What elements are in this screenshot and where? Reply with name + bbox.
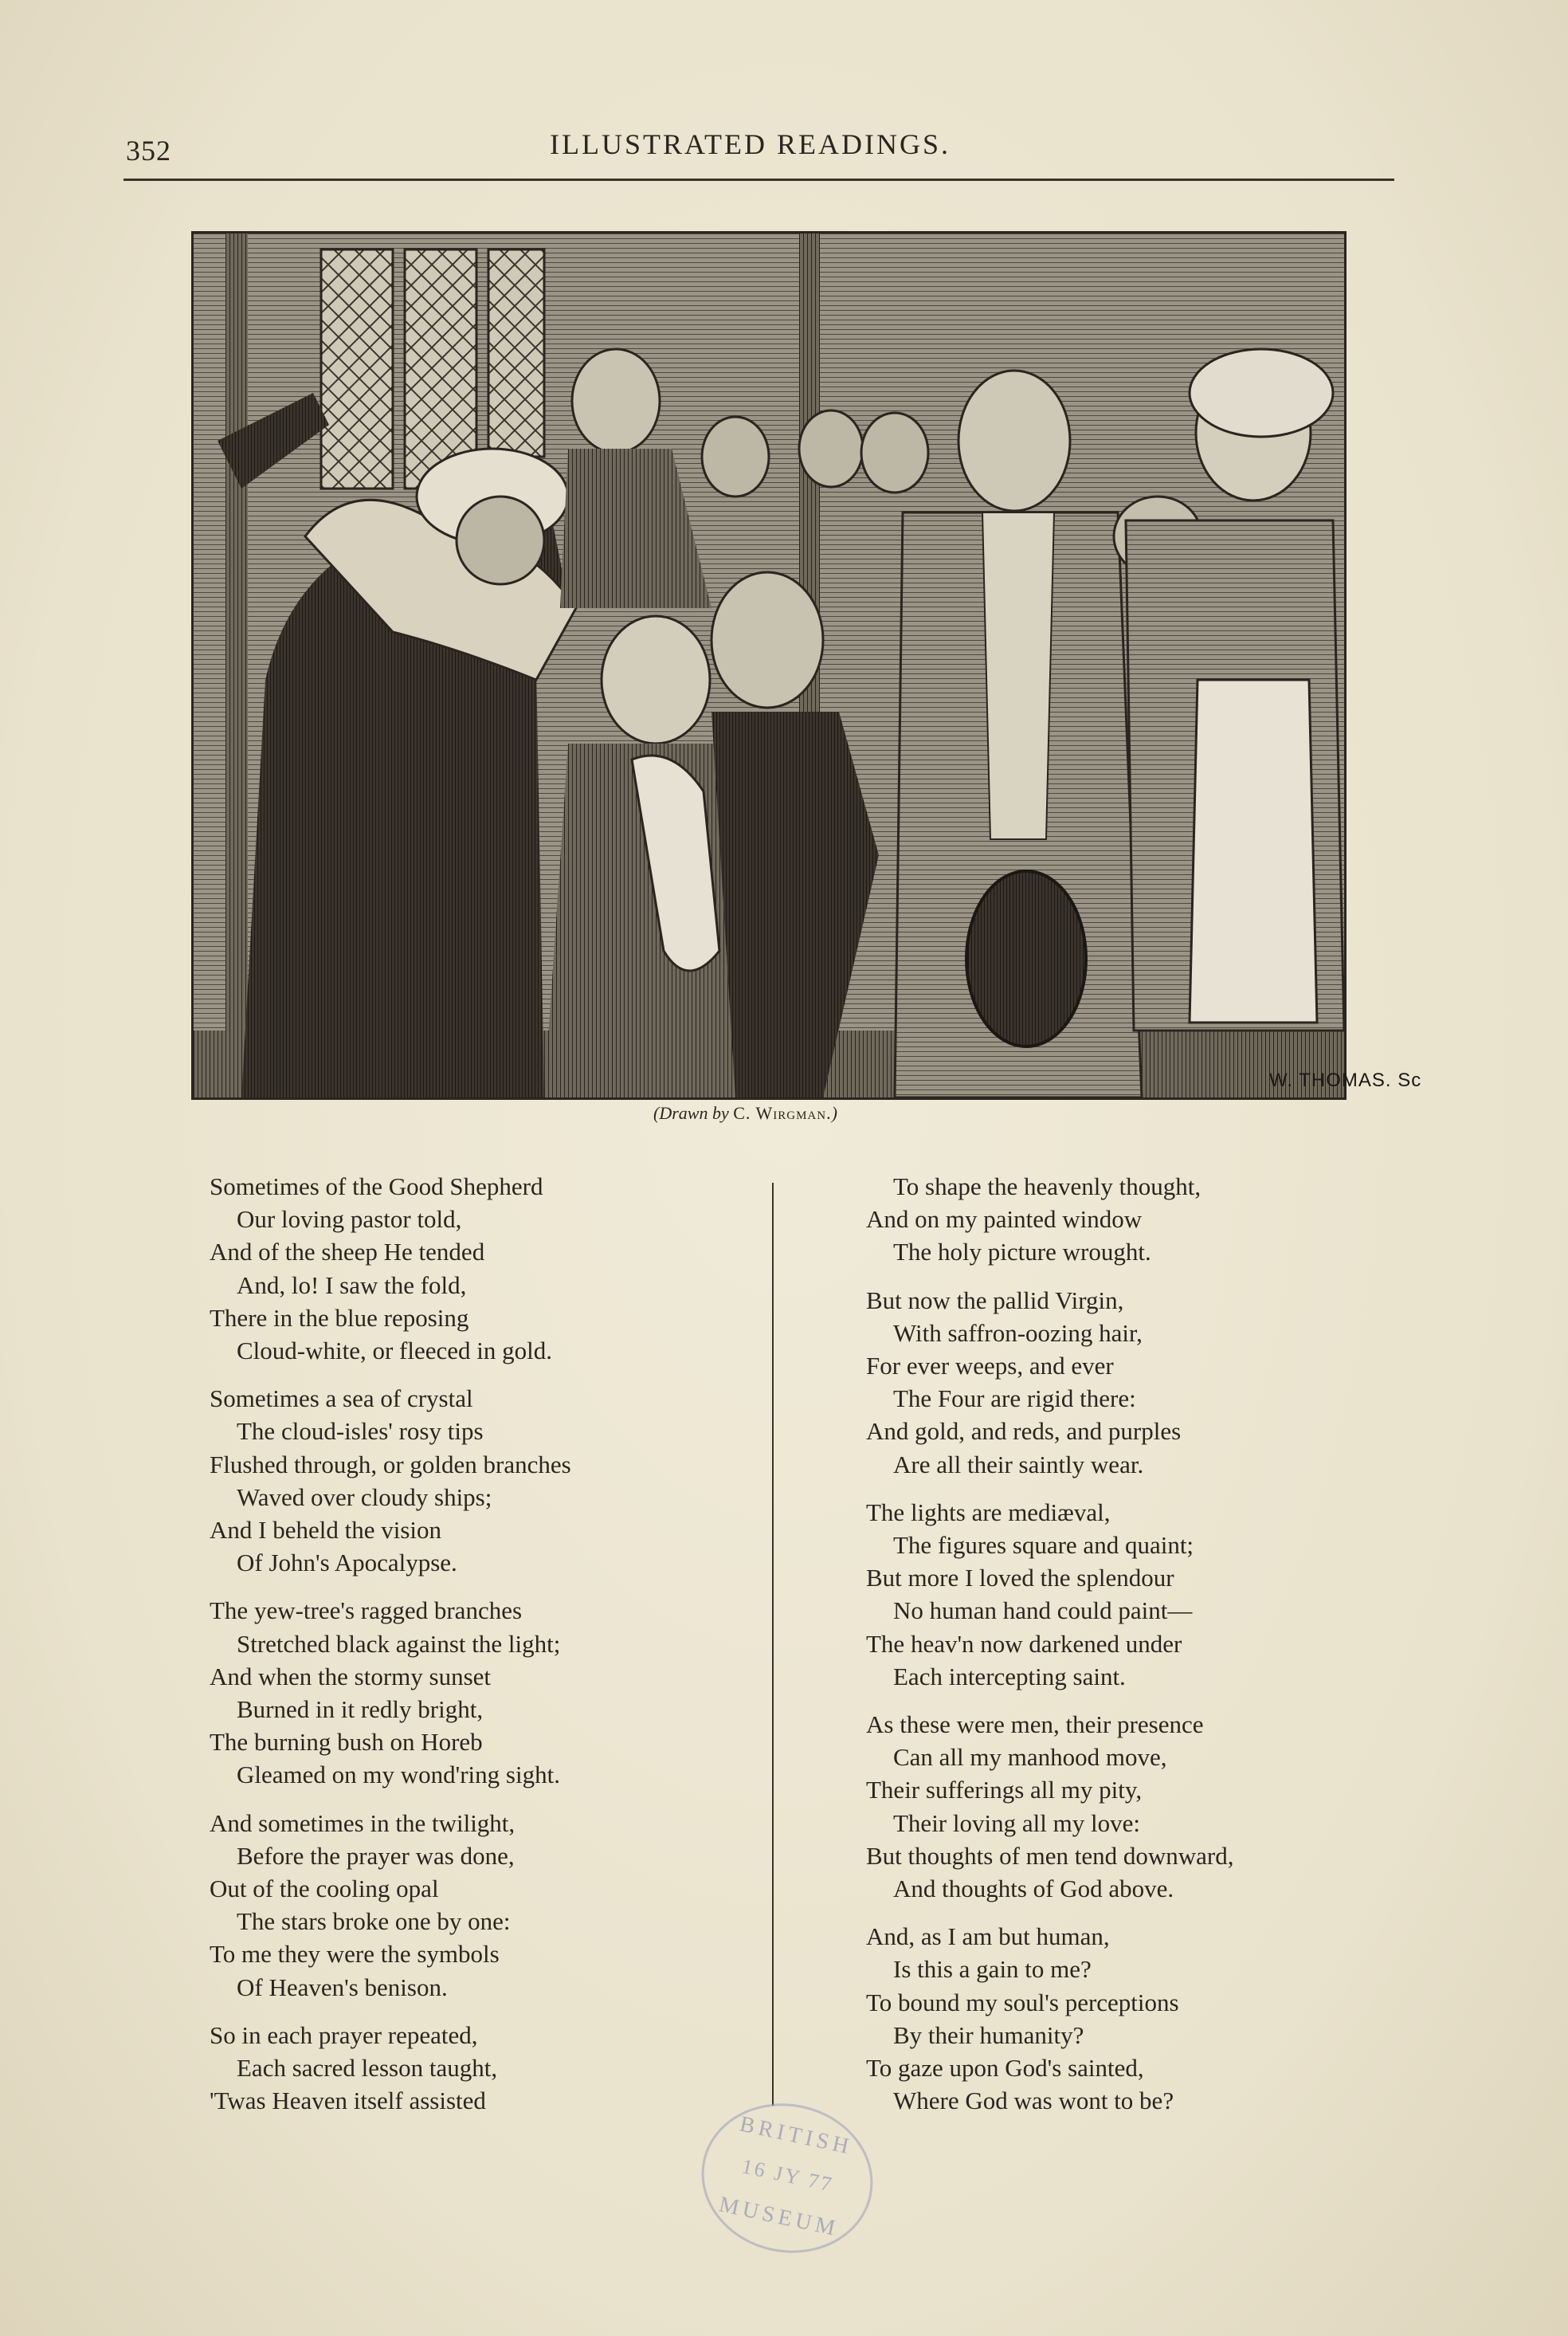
stanza — [866, 1284, 1424, 1481]
poem-line: To gaze upon God's sainted, — [866, 2054, 1144, 2083]
poem-line: The burning bush on Horeb — [210, 1728, 483, 1757]
poem-line: And sometimes in the twilight, — [210, 1808, 515, 1837]
poem-line: Stretched black against the light; — [237, 1629, 561, 1658]
poem-line: Before the prayer was done, — [237, 1841, 515, 1870]
page-number: 352 — [126, 135, 171, 167]
poem-line: And gold, and reds, and purples — [866, 1417, 1182, 1446]
poem-line: Out of the cooling opal — [210, 1875, 439, 1903]
poem-left-column — [210, 1170, 767, 2132]
poem-line: Are all their saintly wear. — [893, 1450, 1144, 1478]
poem-line: But thoughts of men tend downward, — [866, 1841, 1234, 1870]
poem-line: The figures square and quaint; — [893, 1531, 1194, 1560]
engraving-illustration — [191, 231, 1422, 1100]
stanza — [210, 1594, 767, 1791]
stanza — [866, 1170, 1424, 1269]
illustration-caption — [653, 1103, 837, 1124]
poem-line: And I beheld the vision — [210, 1516, 442, 1545]
poem-line: The holy picture wrought. — [893, 1238, 1151, 1266]
poem-line: Waved over cloudy ships; — [237, 1482, 492, 1511]
poem-line: No human hand could paint— — [893, 1596, 1193, 1625]
column-divider — [772, 1183, 774, 2106]
poem-line: The Four are rigid there: — [893, 1384, 1136, 1413]
caption-suffix: ) — [831, 1103, 837, 1123]
poem-line: Their loving all my love: — [893, 1808, 1140, 1837]
caption-prefix: (Drawn by — [653, 1103, 734, 1123]
poem-line: And on my painted window — [866, 1205, 1143, 1234]
stamp-bottom-text: MUSEUM — [716, 2192, 841, 2242]
engraver-signature: W. THOMAS. Sc — [1269, 1070, 1422, 1091]
poem-line: Flushed through, or golden branches — [210, 1450, 571, 1478]
poem-line: Of John's Apocalypse. — [237, 1549, 457, 1577]
stanza — [210, 1170, 767, 1367]
poem-line: So in each prayer repeated, — [210, 2020, 478, 2049]
poem-line: And of the sheep He tended — [210, 1238, 485, 1266]
poem-line: And, lo! I saw the fold, — [237, 1270, 467, 1299]
poem-line: The lights are mediæval, — [866, 1498, 1111, 1526]
poem-line: Our loving pastor told, — [237, 1205, 462, 1234]
stanza — [866, 1708, 1424, 1905]
stanza — [210, 2019, 767, 2118]
poem-line: To shape the heavenly thought, — [893, 1172, 1201, 1200]
poem-line: Each intercepting saint. — [893, 1662, 1126, 1690]
poem-line: But more I loved the splendour — [866, 1564, 1174, 1592]
poem-line: Can all my manhood move, — [893, 1743, 1167, 1772]
poem-line: The stars broke one by one: — [237, 1907, 511, 1936]
poem-line: With saffron-oozing hair, — [893, 1318, 1143, 1347]
caption-artist: C. Wirgman. — [733, 1103, 832, 1123]
poem-line: Each sacred lesson taught, — [237, 2054, 498, 2083]
poem-line: 'Twas Heaven itself assisted — [210, 2087, 486, 2115]
poem-line: And thoughts of God above. — [893, 1875, 1174, 1903]
stanza — [866, 1920, 1424, 2117]
stamp-top-text: BRITISH — [737, 2111, 855, 2160]
poem-line: To bound my soul's perceptions — [866, 1988, 1179, 2016]
poem-line: The cloud-isles' rosy tips — [237, 1417, 484, 1446]
poem-line: As these were men, their presence — [866, 1710, 1204, 1739]
engraving-drawing — [194, 234, 1422, 1097]
stamp-date-text: 16 JY 77 — [739, 2154, 836, 2197]
header-rule — [123, 179, 1394, 181]
poem-line: Is this a gain to me? — [893, 1955, 1092, 1984]
poem-line: To me they were the symbols — [210, 1940, 500, 1969]
library-stamp — [688, 2088, 887, 2269]
poem-line: Of Heaven's benison. — [237, 1973, 448, 2001]
poem-line: The heav'n now darkened under — [866, 1629, 1182, 1658]
poem-line: Where God was wont to be? — [893, 2087, 1174, 2115]
poem-line: Cloud-white, or fleeced in gold. — [237, 1337, 553, 1365]
stanza — [210, 1382, 767, 1579]
poem-line: And when the stormy sunset — [210, 1662, 492, 1690]
poem-line: The yew-tree's ragged branches — [210, 1596, 523, 1625]
running-head: ILLUSTRATED READINGS. — [550, 128, 951, 160]
poem-line: But now the pallid Virgin, — [866, 1286, 1124, 1314]
poem-line: Sometimes a sea of crystal — [210, 1384, 473, 1413]
stanza — [210, 1807, 767, 2004]
poem-line: There in the blue reposing — [210, 1303, 469, 1332]
poem-right-column — [866, 1170, 1424, 2132]
poem-line: By their humanity? — [893, 2020, 1084, 2049]
poem-line: Their sufferings all my pity, — [866, 1776, 1143, 1804]
stanza — [866, 1496, 1424, 1693]
poem-line: Gleamed on my wond'ring sight. — [237, 1761, 560, 1789]
poem-line: Burned in it redly bright, — [237, 1695, 484, 1724]
poem-line: Sometimes of the Good Shepherd — [210, 1172, 543, 1200]
poem-line: For ever weeps, and ever — [866, 1352, 1114, 1380]
poem-line: And, as I am but human, — [866, 1922, 1110, 1951]
